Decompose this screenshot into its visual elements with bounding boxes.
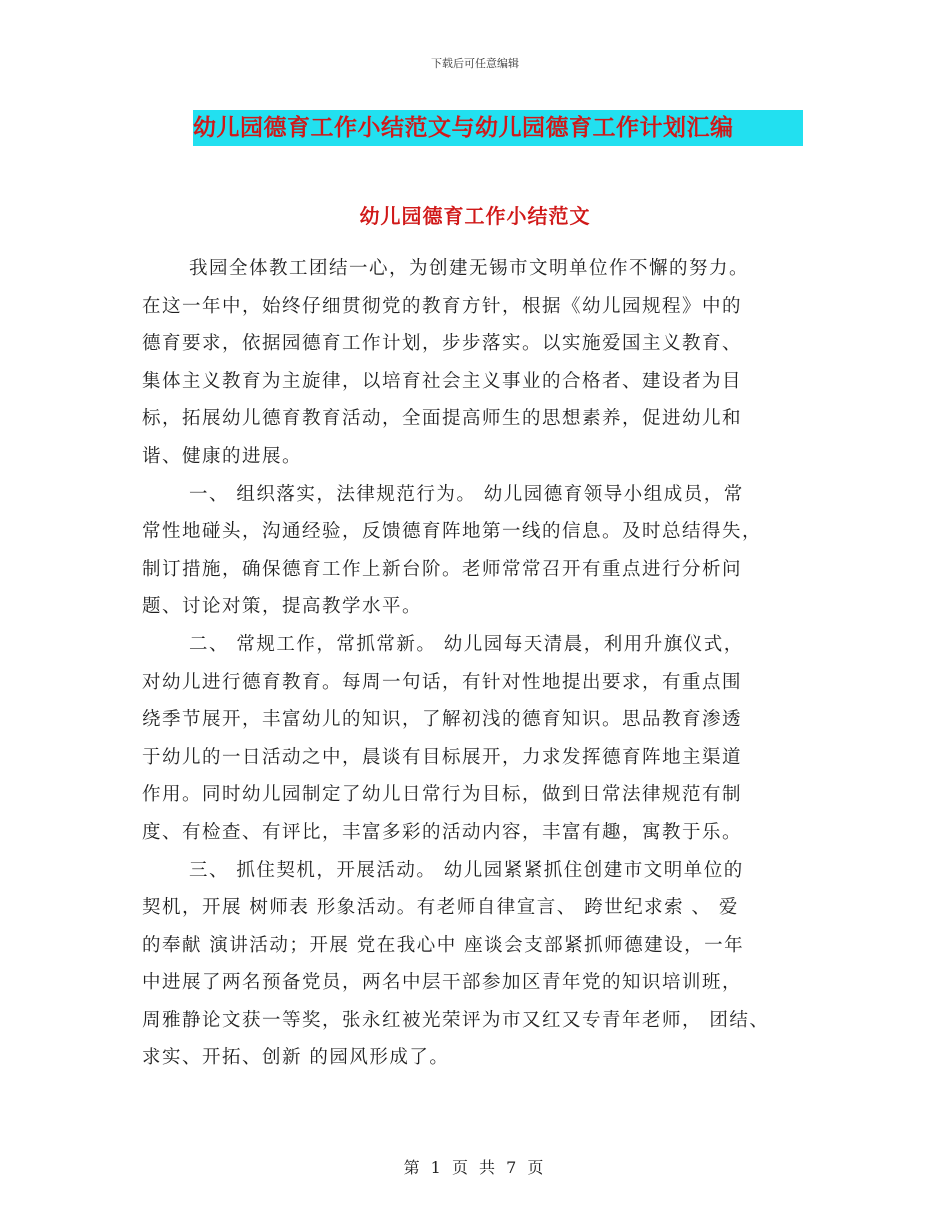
paragraph-line: 中进展了两名预备党员，两名中层干部参加区青年党的知识培训班， [142,972,743,994]
paragraph-line: 制订措施，确保德育工作上新台阶。老师常常召开有重点进行分析问 [142,558,743,580]
paragraph-line: 度、有检查、有评比，丰富多彩的活动内容，丰富有趣，寓教于乐。 [142,821,743,843]
paragraph-line: 标，拓展幼儿德育教育活动，全面提高师生的思想素养，促进幼儿和 [142,408,743,430]
paragraph-line: 的奉献 演讲活动；开展 党在我心中 座谈会支部紧抓师德建设，一年 [142,934,745,956]
paragraph-line: 契机，开展 树师表 形象活动。有老师自律宣言、 跨世纪求索 、 爱 [142,897,739,919]
paragraph-line: 绕季节展开，丰富幼儿的知识，了解初浅的德育知识。思品教育渗透 [142,709,743,731]
main-title: 幼儿园德育工作小结范文与幼儿园德育工作计划汇编 [193,114,734,141]
paragraph-line: 二、 常规工作，常抓常新。 幼儿园每天清晨，利用升旗仪式， [189,633,744,655]
main-title-highlight [193,110,803,146]
paragraph-line: 求实、开拓、创新 的园风形成了。 [142,1047,450,1069]
paragraph-line: 集体主义教育为主旋律，以培育社会主义事业的合格者、建设者为目 [142,370,743,392]
document-body [142,250,814,1077]
paragraph-line: 我园全体教工团结一心，为创建无锡市文明单位作不懈的努力。 [189,258,750,279]
paragraph-line: 作用。同时幼儿园制定了幼儿日常行为目标，做到日常法律规范有制 [142,784,743,806]
page-number-footer: 第 1 页 共 7 页 [403,1158,547,1177]
paragraph-line: 对幼儿进行德育教育。每周一句话，有针对性地提出要求，有重点围 [142,671,743,693]
paragraph-line: 常性地碰头，沟通经验，反馈德育阵地第一线的信息。及时总结得失， [142,521,763,543]
paragraph-line: 一、 组织落实，法律规范行为。 幼儿园德育领导小组成员，常 [189,483,744,505]
paragraph-line: 谐、健康的进展。 [142,445,303,467]
paragraph-line: 三、 抓住契机，开展活动。 幼儿园紧紧抓住创建市文明单位的 [189,859,744,881]
paragraph-line: 德育要求，依据园德育工作计划，步步落实。以实施爱国主义教育、 [142,333,743,355]
header-note: 下载后可任意编辑 [431,57,519,70]
paragraph-line: 于幼儿的一日活动之中，晨谈有目标展开，力求发挥德育阵地主渠道 [142,746,743,768]
paragraph-line: 题、讨论对策，提高教学水平。 [142,596,423,618]
paragraph-line: 在这一年中，始终仔细贯彻党的教育方针，根据《幼儿园规程》中的 [142,295,743,317]
paragraph-line: 周雅静论文获一等奖，张永红被光荣评为市又红又专青年老师， 团结、 [142,1009,770,1031]
section-title: 幼儿园德育工作小结范文 [359,204,591,228]
